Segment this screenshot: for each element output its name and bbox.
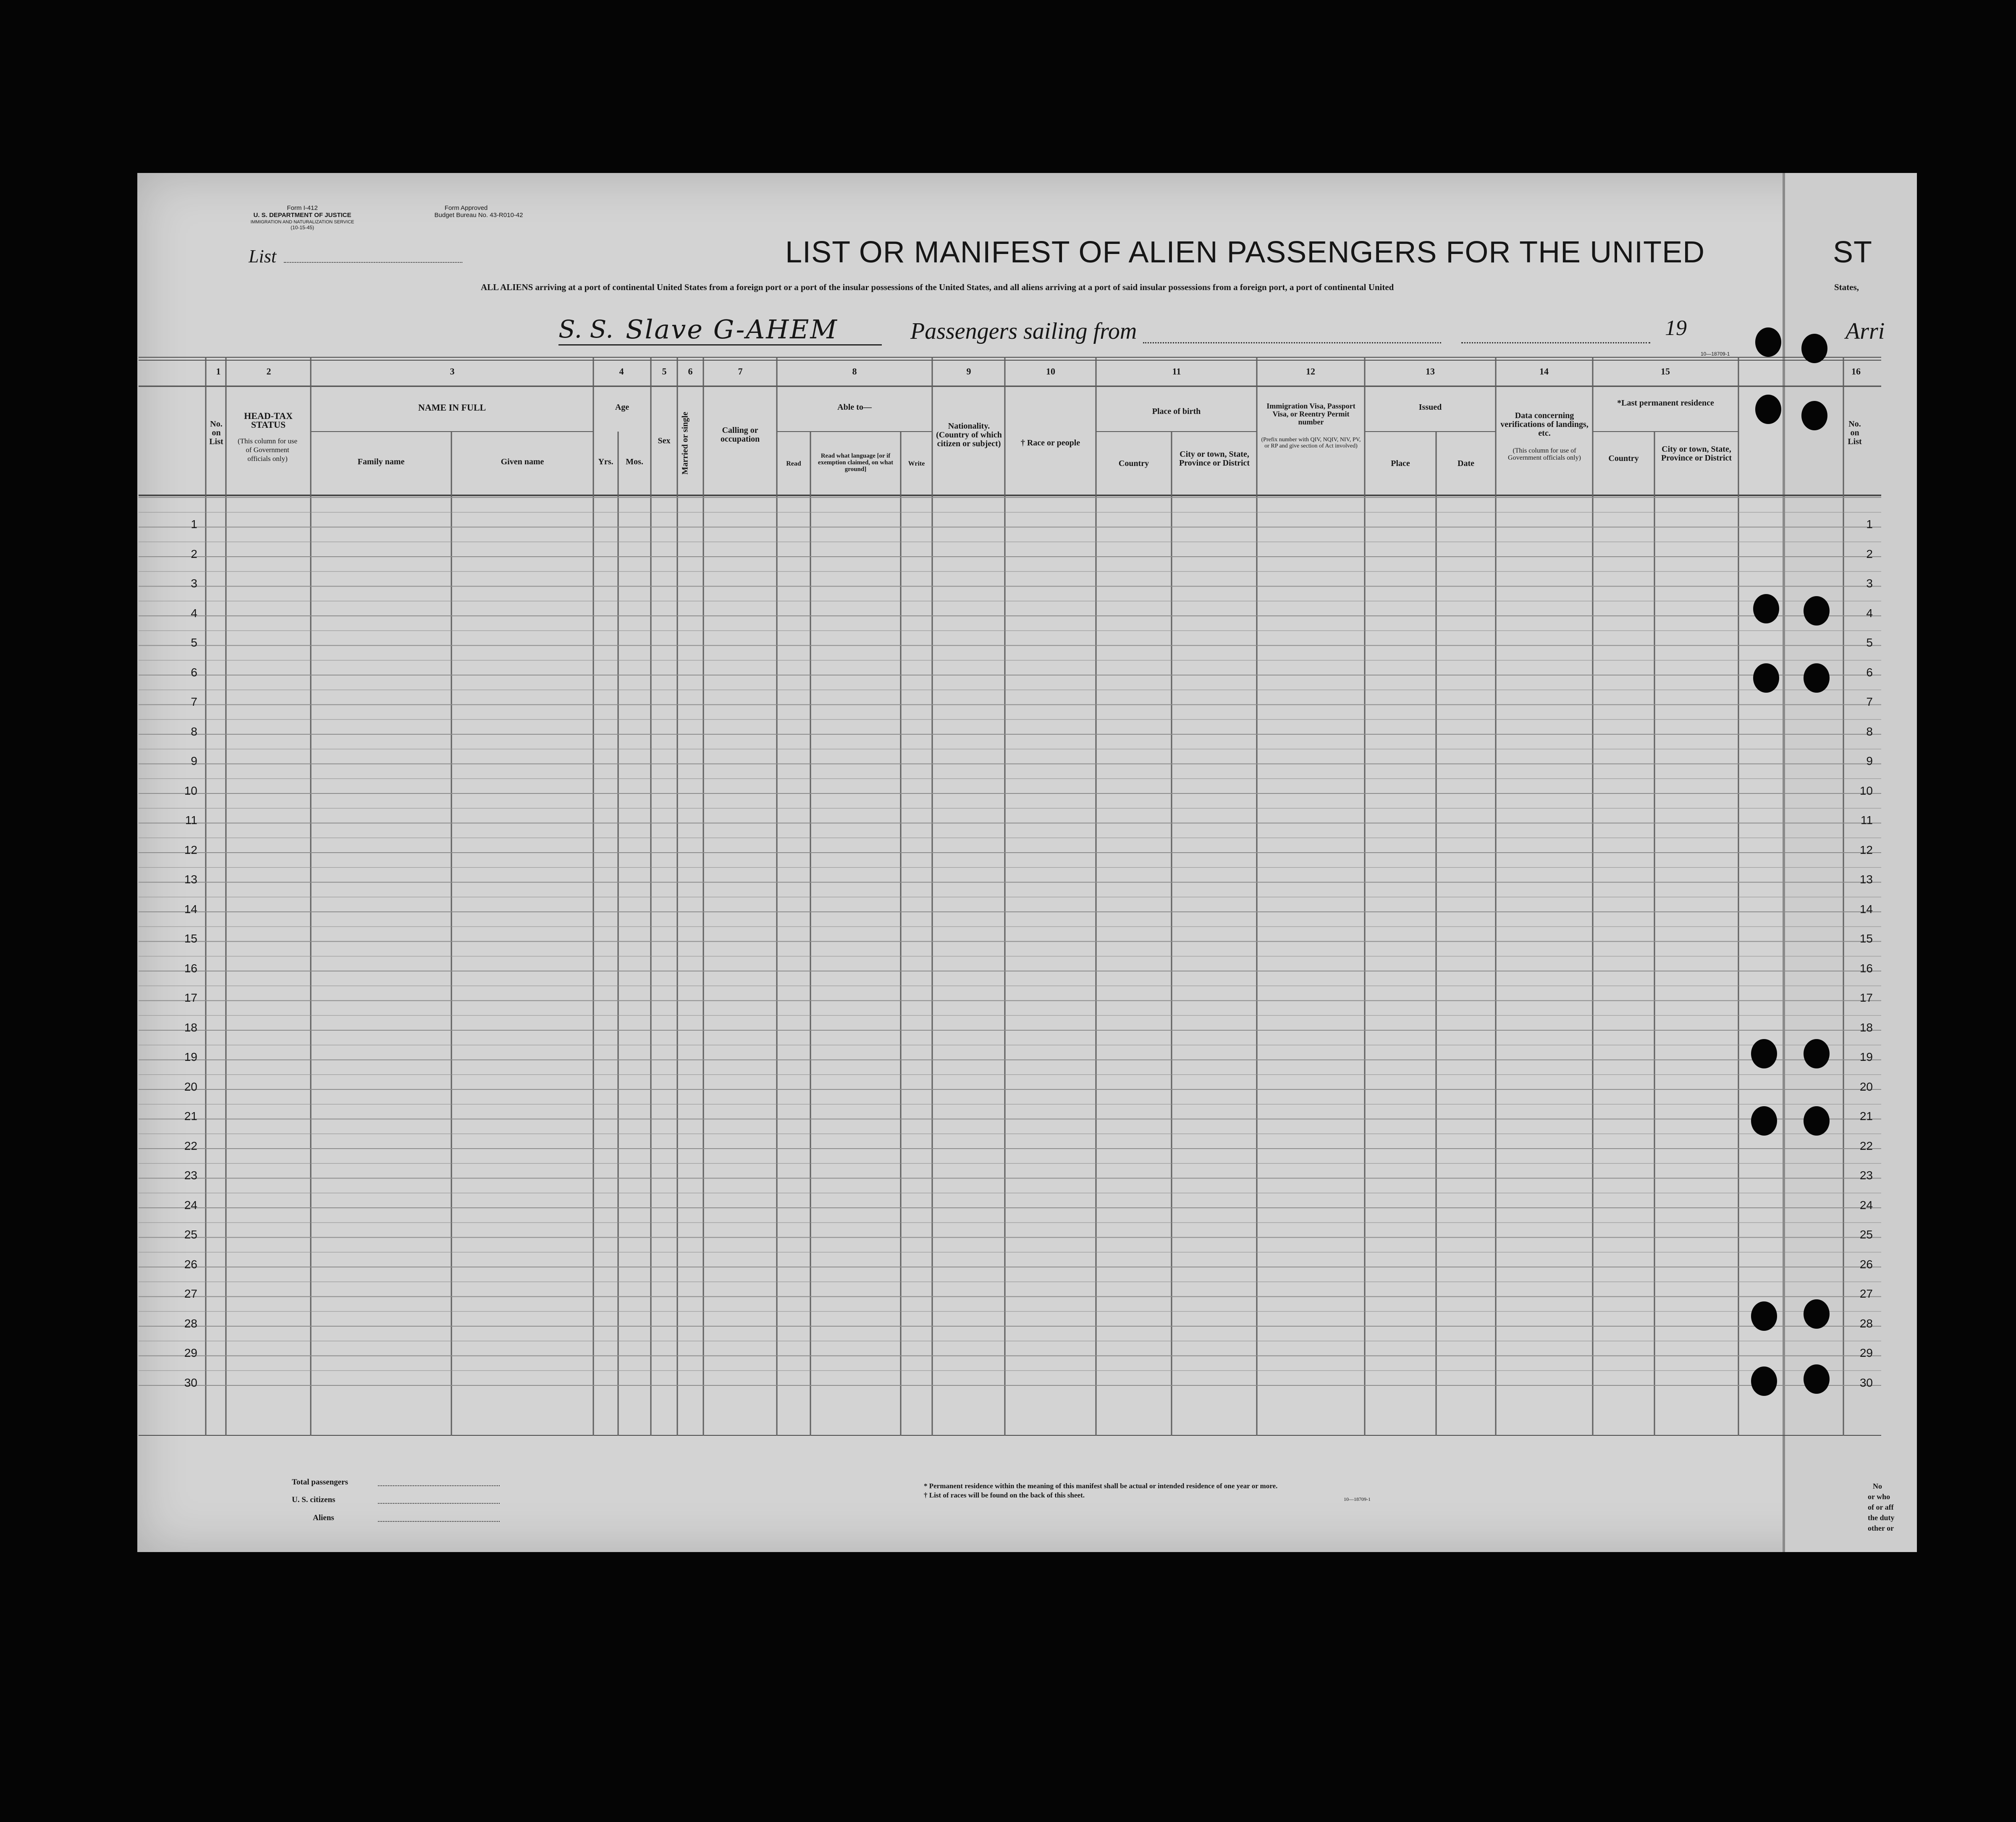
aliens-field[interactable] bbox=[378, 1521, 500, 1522]
form-number: Form I-412 bbox=[287, 204, 318, 212]
header-place-of-birth: Place of birth bbox=[1152, 407, 1201, 416]
header-name-in-full: NAME IN FULL bbox=[418, 402, 486, 413]
col-number-16: 16 bbox=[1851, 366, 1861, 377]
arriving-label: Arri bbox=[1846, 318, 1885, 344]
sailing-date-field[interactable] bbox=[1461, 342, 1650, 343]
row-number-right: 10 bbox=[1859, 784, 1873, 797]
row-number-right: 26 bbox=[1859, 1257, 1873, 1271]
header-visa-note: (Prefix number with QIV, NQIV, NIV, PV, or RP and give section of Act involved) bbox=[1261, 437, 1361, 449]
header-age: Age bbox=[615, 403, 629, 412]
header-calling: Calling or occupation bbox=[720, 426, 760, 444]
passengers-sailing-label: Passengers sailing from bbox=[910, 318, 1137, 344]
header-nationality: Nationality. (Country of which citizen or subject) bbox=[936, 421, 1002, 448]
row-number: 20 bbox=[184, 1080, 197, 1093]
header-read: Read bbox=[786, 460, 801, 467]
col-number-4: 4 bbox=[619, 366, 624, 377]
header-able-to: Able to— bbox=[837, 403, 872, 412]
row-number: 10 bbox=[184, 784, 197, 797]
footnote-code: 10—18709-1 bbox=[1344, 1496, 1371, 1502]
form-date-code: (10-15-45) bbox=[290, 225, 315, 230]
header-given-name: Given name bbox=[501, 457, 544, 466]
header-head-tax-note: (This column for use of Government officials only) bbox=[237, 437, 298, 463]
row-number: 24 bbox=[184, 1198, 197, 1212]
col-number-2: 2 bbox=[266, 366, 271, 377]
row-number: 28 bbox=[184, 1317, 197, 1330]
binder-hole bbox=[1753, 663, 1779, 693]
col-number-12: 12 bbox=[1306, 366, 1315, 377]
row-number: 2 bbox=[191, 547, 197, 560]
header-issued-place: Place bbox=[1391, 459, 1410, 468]
row-number-right: 15 bbox=[1859, 932, 1873, 945]
binder-hole bbox=[1804, 1106, 1830, 1136]
header-visa: Immigration Visa, Passport Visa, or Reentry Permit number bbox=[1266, 402, 1355, 426]
header-issued: Issued bbox=[1418, 403, 1442, 412]
row-number: 21 bbox=[184, 1110, 197, 1123]
row-number: 3 bbox=[191, 577, 197, 590]
department: U. S. DEPARTMENT OF JUSTICE bbox=[253, 212, 351, 219]
sailing-from-field[interactable] bbox=[1143, 342, 1441, 343]
row-number: 25 bbox=[184, 1228, 197, 1241]
header-residence-country: Country bbox=[1608, 454, 1639, 463]
row-number-right: 19 bbox=[1859, 1050, 1873, 1063]
row-number: 13 bbox=[184, 873, 197, 886]
binder-hole bbox=[1751, 1106, 1777, 1136]
col-number-9: 9 bbox=[966, 366, 971, 377]
binder-hole bbox=[1804, 663, 1830, 693]
row-number: 9 bbox=[191, 754, 197, 767]
row-number: 27 bbox=[184, 1287, 197, 1300]
binder-hole bbox=[1804, 596, 1830, 626]
col-number-1: 1 bbox=[216, 366, 221, 377]
total-passengers-label: Total passengers bbox=[292, 1478, 348, 1487]
us-citizens-label: U. S. citizens bbox=[292, 1495, 336, 1504]
binder-hole bbox=[1753, 594, 1779, 623]
header-birth-city: City or town, State, Province or District bbox=[1179, 450, 1250, 468]
binder-hole bbox=[1804, 1039, 1830, 1068]
header-verifications: Data concerning verifications of landings, etc. bbox=[1500, 411, 1589, 438]
row-number-right: 1 bbox=[1866, 518, 1873, 531]
print-code: 10—18709-1 bbox=[1701, 351, 1730, 357]
footnote-residence: * Permanent residence within the meaning of this manifest shall be actual or intended residence of one year or more. bbox=[924, 1482, 1278, 1490]
row-number: 5 bbox=[191, 636, 197, 649]
row-number: 26 bbox=[184, 1257, 197, 1271]
header-write: Write bbox=[908, 460, 925, 467]
header-residence-city: City or town, State, Province or District bbox=[1661, 445, 1732, 463]
manifest-title: LIST OR MANIFEST OF ALIEN PASSENGERS FOR THE UNITED bbox=[785, 236, 1705, 269]
row-number-right: 22 bbox=[1859, 1139, 1873, 1152]
header-age-months: Mos. bbox=[626, 457, 643, 466]
row-number: 6 bbox=[191, 665, 197, 679]
right-footer-line: the duty bbox=[1868, 1513, 1895, 1522]
row-number-right: 12 bbox=[1859, 843, 1873, 856]
binder-hole bbox=[1751, 1301, 1777, 1331]
col-number-8: 8 bbox=[852, 366, 857, 377]
header-head-tax: HEAD-TAX STATUS bbox=[244, 411, 293, 430]
us-citizens-field[interactable] bbox=[378, 1503, 500, 1504]
binder-hole bbox=[1804, 1364, 1830, 1394]
row-number-right: 20 bbox=[1859, 1080, 1873, 1093]
row-number: 1 bbox=[191, 518, 197, 531]
row-number: 22 bbox=[184, 1139, 197, 1152]
row-number: 16 bbox=[184, 961, 197, 975]
row-number-right: 25 bbox=[1859, 1228, 1873, 1241]
header-no-on-list-right: No. on List bbox=[1848, 419, 1862, 446]
row-number: 29 bbox=[184, 1346, 197, 1359]
row-number: 11 bbox=[185, 814, 197, 827]
row-number-right: 18 bbox=[1859, 1021, 1873, 1034]
binder-hole bbox=[1755, 395, 1781, 424]
manifest-table bbox=[139, 357, 1881, 1436]
row-number: 23 bbox=[184, 1169, 197, 1182]
row-number-right: 9 bbox=[1866, 754, 1873, 767]
header-no-on-list: No. on List bbox=[209, 419, 223, 446]
binder-hole bbox=[1755, 327, 1781, 357]
binder-hole bbox=[1801, 401, 1827, 430]
col-number-6: 6 bbox=[688, 366, 693, 377]
row-number-right: 6 bbox=[1866, 665, 1873, 679]
row-number: 30 bbox=[184, 1376, 197, 1389]
row-number: 8 bbox=[191, 725, 197, 738]
header-age-years: Yrs. bbox=[598, 457, 613, 466]
manifest-subtitle-continued: States, bbox=[1834, 282, 1859, 292]
footnote-races: † List of races will be found on the back of this sheet. bbox=[924, 1491, 1085, 1499]
total-passengers-field[interactable] bbox=[378, 1485, 500, 1486]
row-number-right: 21 bbox=[1859, 1110, 1873, 1123]
binder-hole bbox=[1801, 334, 1827, 363]
manifest-title-continued: ST bbox=[1833, 236, 1873, 269]
row-number-right: 2 bbox=[1866, 547, 1873, 560]
row-number: 7 bbox=[191, 695, 197, 708]
row-number-right: 13 bbox=[1859, 873, 1873, 886]
header-read-language: Read what language [or if exemption claimed, on what ground] bbox=[818, 453, 894, 473]
ship-name-underline bbox=[558, 344, 882, 346]
header-family-name: Family name bbox=[357, 457, 405, 466]
row-number: 18 bbox=[184, 1021, 197, 1034]
right-footer-line: No bbox=[1873, 1482, 1882, 1490]
header-birth-country: Country bbox=[1118, 459, 1149, 468]
row-number: 4 bbox=[191, 606, 197, 620]
row-number-right: 7 bbox=[1866, 695, 1873, 708]
binder-hole bbox=[1751, 1366, 1777, 1396]
row-number-right: 30 bbox=[1859, 1376, 1873, 1389]
col-number-10: 10 bbox=[1046, 366, 1055, 377]
manifest-subtitle: ALL ALIENS arriving at a port of continental United States from a foreign port or a port of the insular possessions of the United States, and all aliens arriving at a port of said insular possessions from a foreign port, a port of continental United bbox=[481, 282, 1394, 292]
right-footer-line: of or aff bbox=[1868, 1503, 1894, 1511]
row-number-right: 3 bbox=[1866, 577, 1873, 590]
row-number-right: 23 bbox=[1859, 1169, 1873, 1182]
col-number-5: 5 bbox=[662, 366, 667, 377]
row-number-right: 17 bbox=[1859, 991, 1873, 1004]
right-footer-line: or who bbox=[1868, 1492, 1890, 1501]
table-grid bbox=[139, 357, 1881, 1436]
row-number: 19 bbox=[184, 1050, 197, 1063]
header-last-residence: *Last permanent residence bbox=[1617, 398, 1714, 408]
row-number-right: 5 bbox=[1866, 636, 1873, 649]
row-number-right: 14 bbox=[1859, 902, 1873, 916]
row-number-right: 27 bbox=[1859, 1287, 1873, 1300]
col-number-11: 11 bbox=[1172, 366, 1181, 377]
row-number-right: 4 bbox=[1866, 606, 1873, 620]
row-number: 12 bbox=[184, 843, 197, 856]
budget-bureau: Budget Bureau No. 43-R010-42 bbox=[434, 212, 523, 219]
header-issued-date: Date bbox=[1458, 459, 1474, 468]
year-label: 19 bbox=[1665, 316, 1687, 340]
col-number-15: 15 bbox=[1661, 366, 1670, 377]
binder-hole bbox=[1751, 1039, 1777, 1068]
list-label: List bbox=[249, 246, 277, 267]
list-number-field[interactable] bbox=[284, 262, 462, 263]
row-number: 15 bbox=[184, 932, 197, 945]
row-number-right: 16 bbox=[1859, 961, 1873, 975]
header-race: † Race or people bbox=[1020, 438, 1080, 448]
service: IMMIGRATION AND NATURALIZATION SERVICE bbox=[250, 220, 354, 225]
ss-label: S. S. bbox=[558, 315, 613, 343]
form-approved: Form Approved bbox=[444, 204, 488, 212]
right-footer-line: other or bbox=[1868, 1524, 1894, 1532]
header-sex: Sex bbox=[658, 436, 671, 445]
col-number-14: 14 bbox=[1539, 366, 1549, 377]
row-number: 14 bbox=[184, 902, 197, 916]
col-number-13: 13 bbox=[1426, 366, 1435, 377]
row-number-right: 28 bbox=[1859, 1317, 1873, 1330]
row-number-right: 24 bbox=[1859, 1198, 1873, 1212]
header-verifications-note: (This column for use of Government officials only) bbox=[1508, 447, 1581, 461]
row-number: 17 bbox=[184, 991, 197, 1004]
row-number-right: 8 bbox=[1866, 725, 1873, 738]
binder-hole bbox=[1804, 1299, 1830, 1329]
row-number-right: 29 bbox=[1859, 1346, 1873, 1359]
aliens-label: Aliens bbox=[313, 1513, 334, 1522]
header-married-single: Married or single bbox=[680, 411, 690, 475]
row-number-right: 11 bbox=[1860, 814, 1873, 827]
ship-name[interactable]: Slave G-AHEM bbox=[626, 314, 838, 345]
col-number-3: 3 bbox=[450, 366, 455, 377]
col-number-7: 7 bbox=[738, 366, 743, 377]
